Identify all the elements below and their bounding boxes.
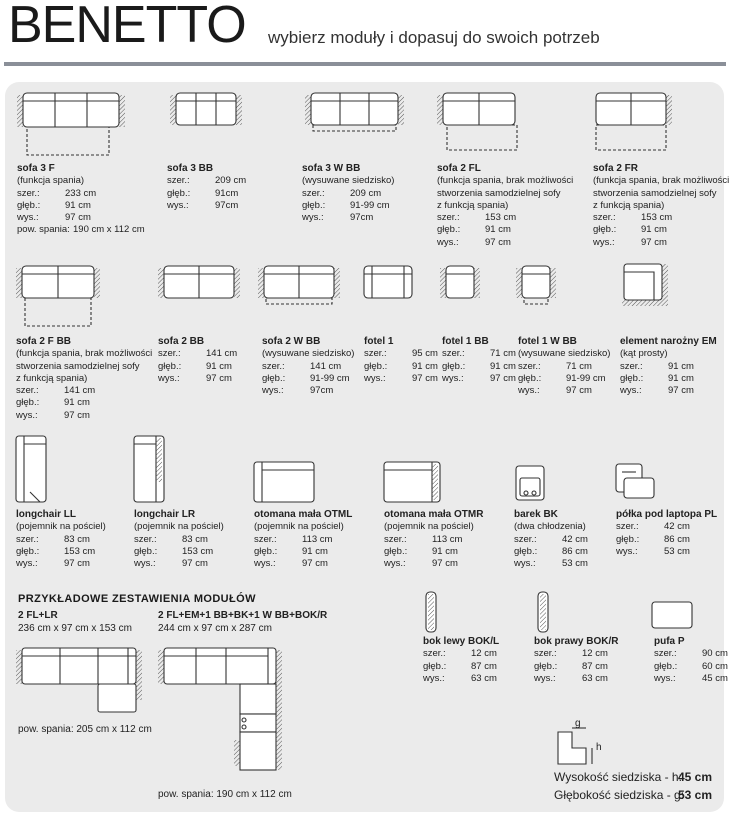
spec-value: 71 cm: [490, 348, 516, 360]
spec-row: [437, 212, 573, 224]
module-name: sofa 2 FR: [593, 163, 639, 174]
spec-value: 42 cm: [664, 521, 690, 533]
module-note: stworzenia samodzielnej sofy: [16, 360, 140, 372]
module-name: pufa P: [654, 636, 685, 647]
module-note: (wysuwane siedzisko): [302, 175, 395, 187]
spec-value: 97 cm: [490, 372, 516, 384]
spec-row: [616, 534, 717, 546]
spec-row: [254, 546, 352, 558]
spec-key: wys.:: [158, 372, 180, 384]
spec-row: [364, 373, 438, 385]
seat-depth-value: 53 cm: [678, 788, 713, 802]
module-note: (funkcja spania, brak możliwości: [16, 348, 153, 360]
spec-key: szer.:: [616, 521, 639, 533]
spec-value: 153 cm: [64, 545, 96, 557]
spec-value: 91 cm: [668, 372, 694, 384]
spec-key: szer.:: [518, 360, 541, 372]
spec-value: 97 cm: [641, 236, 667, 248]
spec-key: wys.:: [534, 672, 556, 684]
spec-row: [593, 237, 729, 249]
module-note: (funkcja spania, brak możliwości: [593, 175, 730, 187]
set1-dims: 236 cm x 97 cm x 153 cm: [18, 623, 132, 634]
spec-value: 60 cm: [702, 660, 728, 672]
spec-key: szer.:: [593, 212, 616, 224]
spec-key: szer.:: [514, 533, 537, 545]
spec-value: 97 cm: [64, 558, 90, 570]
spec-value: 90 cm: [702, 648, 728, 660]
module-note: stworzenia samodzielnej sofy: [593, 187, 717, 199]
module-name: sofa 2 BB: [158, 336, 205, 347]
spec-key: głęb.:: [384, 545, 408, 557]
spec-value: 91 cm: [668, 360, 694, 372]
set2-dims: 244 cm x 97 cm x 287 cm: [158, 623, 272, 634]
module-bokl: [423, 636, 499, 685]
spec-row: [302, 212, 394, 224]
spec-row: [654, 673, 728, 685]
seat-height-value: 45 cm: [678, 770, 713, 784]
module-name: longchair LL: [16, 509, 76, 520]
spec-row: [16, 410, 152, 422]
module-name: sofa 3 W BB: [302, 163, 361, 174]
spec-row: [616, 546, 717, 558]
spec-key: wys.:: [364, 372, 386, 384]
spec-row: [167, 188, 246, 200]
seat-height-label: Wysokość siedziska - h:: [554, 770, 682, 784]
spec-key: szer.:: [423, 648, 446, 660]
spec-row: [423, 661, 499, 673]
module-note: (pojemnik na pościel): [16, 521, 106, 533]
spec-key: głęb.:: [158, 360, 182, 372]
spec-row: [514, 558, 588, 570]
spec-row: [16, 534, 106, 546]
spec-key: głęb.:: [423, 660, 447, 672]
spec-value: 113 cm: [302, 533, 333, 545]
spec-row: [442, 361, 516, 373]
spec-value: 97 cm: [302, 558, 328, 570]
spec-row: [534, 661, 618, 673]
module-note: z funkcją spania): [593, 199, 665, 211]
module-fotel1wbb: [518, 336, 610, 397]
module-name: bok prawy BOK/R: [534, 636, 619, 647]
module-note: (wysuwane siedzisko): [262, 348, 355, 360]
spec-key: głęb.:: [593, 224, 617, 236]
spec-key: wys.:: [616, 545, 638, 557]
spec-row: [262, 373, 354, 385]
spec-key: szer.:: [16, 385, 39, 397]
module-sofa2fl: [437, 163, 573, 249]
spec-row: [514, 534, 588, 546]
spec-value: 83 cm: [64, 533, 90, 545]
spec-row: [384, 546, 483, 558]
spec-row: [17, 200, 145, 212]
module-lr: [134, 509, 224, 570]
spec-key: wys.:: [134, 558, 156, 570]
module-name: otomana mała OTMR: [384, 509, 484, 520]
spec-key: szer.:: [620, 360, 643, 372]
module-name: fotel 1 W BB: [518, 336, 577, 347]
module-pl: [616, 509, 717, 558]
spec-row: [364, 361, 438, 373]
module-sofa3wbb: [302, 163, 394, 224]
spec-key: szer.:: [534, 648, 557, 660]
module-em: [620, 336, 717, 397]
spec-value: 97 cm: [566, 385, 592, 397]
spec-key: głęb.:: [254, 545, 278, 557]
spec-key: wys.:: [167, 199, 189, 211]
module-note: (wysuwane siedzisko): [518, 348, 611, 360]
module-otml: [254, 509, 352, 570]
module-name: półka pod laptopa PL: [616, 509, 718, 520]
spec-value: 87 cm: [471, 660, 497, 672]
module-pufa: [654, 636, 728, 685]
spec-key: szer.:: [437, 212, 460, 224]
spec-row: [16, 385, 152, 397]
module-note: (kąt prosty): [620, 348, 668, 360]
spec-key: szer.:: [302, 187, 325, 199]
spec-key: wys.:: [593, 236, 615, 248]
module-name: barek BK: [514, 509, 558, 520]
spec-key: szer.:: [17, 187, 40, 199]
spec-value: 97 cm: [65, 212, 91, 224]
module-sofa2wbb: [262, 336, 354, 397]
spec-key: głęb.:: [134, 545, 158, 557]
spec-row: [518, 385, 610, 397]
sofa-3-f-drawing: [17, 93, 125, 155]
module-fotel1: [364, 336, 438, 385]
spec-key: szer.:: [384, 533, 407, 545]
spec-row: [437, 224, 573, 236]
spec-value: 83 cm: [182, 533, 208, 545]
spec-row: [384, 534, 483, 546]
spec-row: [16, 397, 152, 409]
module-name: otomana mała OTML: [254, 509, 353, 520]
spec-value: 53 cm: [664, 545, 690, 557]
spec-value: 91 cm: [64, 397, 90, 409]
spec-value: 45 cm: [702, 672, 728, 684]
spec-value: 153 cm: [182, 545, 214, 557]
spec-row: [654, 648, 728, 660]
module-note: (dwa chłodzenia): [514, 521, 586, 533]
spec-key: szer.:: [158, 348, 181, 360]
module-note: (funkcja spania, brak możliwości: [437, 175, 574, 187]
spec-key: szer.:: [16, 533, 39, 545]
spec-row: [593, 212, 729, 224]
spec-value: 91 cm: [432, 545, 458, 557]
spec-row: [364, 348, 438, 360]
spec-row: [620, 385, 717, 397]
spec-row: [167, 175, 246, 187]
spec-row: [134, 546, 224, 558]
spec-key: głęb.:: [302, 199, 326, 211]
module-name: longchair LR: [134, 509, 196, 520]
module-note: z funkcją spania): [16, 372, 88, 384]
spec-row: [302, 200, 394, 212]
module-sofa2bb: [158, 336, 237, 385]
spec-value: 91-99 cm: [566, 372, 606, 384]
spec-key: głęb.:: [17, 199, 41, 211]
module-note: (pojemnik na pościel): [254, 521, 344, 533]
spec-value: 97 cm: [206, 372, 232, 384]
module-note: (pojemnik na pościel): [384, 521, 474, 533]
spec-key: głęb.:: [518, 372, 542, 384]
spec-row: [262, 361, 354, 373]
spec-value: 209 cm: [215, 175, 247, 187]
spec-row: [534, 673, 618, 685]
spec-key: głęb.:: [16, 397, 40, 409]
spec-key: głęb.:: [16, 545, 40, 557]
spec-key: głęb.:: [262, 372, 286, 384]
module-name: sofa 3 F: [17, 163, 55, 174]
spec-value: 233 cm: [65, 187, 97, 199]
spec-value: 91 cm: [490, 360, 516, 372]
spec-key: pow. spania:: [17, 224, 70, 236]
spec-row: [423, 673, 499, 685]
spec-value: 91 cm: [485, 224, 511, 236]
spec-value: 97 cm: [432, 558, 458, 570]
spec-key: głęb.:: [442, 360, 466, 372]
spec-row: [616, 521, 717, 533]
spec-key: wys.:: [423, 672, 445, 684]
module-note: (pojemnik na pościel): [134, 521, 224, 533]
spec-row: [620, 373, 717, 385]
spec-value: 86 cm: [664, 533, 690, 545]
spec-row: [17, 224, 145, 236]
spec-value: 95 cm: [412, 348, 438, 360]
spec-row: [620, 361, 717, 373]
module-note: z funkcją spania): [437, 199, 509, 211]
spec-row: [16, 546, 106, 558]
spec-value: 91 cm: [412, 360, 438, 372]
spec-key: głęb.:: [616, 533, 640, 545]
spec-row: [17, 212, 145, 224]
spec-row: [158, 373, 237, 385]
set2-sleep: pow. spania: 190 cm x 112 cm: [158, 789, 292, 800]
spec-value: 153 cm: [641, 212, 673, 224]
module-name: sofa 2 F BB: [16, 336, 72, 347]
spec-row: [518, 361, 610, 373]
spec-row: [16, 558, 106, 570]
spec-row: [262, 385, 354, 397]
spec-key: szer.:: [442, 348, 465, 360]
spec-value: 87 cm: [582, 660, 608, 672]
spec-value: 53 cm: [562, 558, 588, 570]
spec-row: [437, 237, 573, 249]
module-ll: [16, 509, 106, 570]
spec-row: [423, 648, 499, 660]
spec-row: [254, 534, 352, 546]
module-name: sofa 2 W BB: [262, 336, 321, 347]
module-name: bok lewy BOK/L: [423, 636, 500, 647]
spec-value: 12 cm: [471, 648, 497, 660]
spec-row: [654, 661, 728, 673]
set2-name: 2 FL+EM+1 BB+BK+1 W BB+BOK/R: [158, 610, 328, 621]
spec-value: 71 cm: [566, 360, 592, 372]
spec-key: wys.:: [384, 558, 406, 570]
spec-row: [442, 348, 516, 360]
spec-key: wys.:: [654, 672, 676, 684]
spec-value: 97 cm: [668, 385, 694, 397]
examples-title: PRZYKŁADOWE ZESTAWIENIA MODUŁÓW: [18, 593, 256, 605]
spec-value: 97cm: [310, 385, 334, 397]
spec-key: szer.:: [167, 175, 190, 187]
spec-row: [134, 558, 224, 570]
spec-row: [17, 188, 145, 200]
spec-value: 42 cm: [562, 533, 588, 545]
set1-sleep: pow. spania: 205 cm x 112 cm: [18, 724, 152, 735]
spec-key: szer.:: [134, 533, 157, 545]
spec-value: 91cm: [215, 187, 239, 199]
spec-value: 141 cm: [310, 360, 342, 372]
spec-row: [593, 224, 729, 236]
spec-row: [384, 558, 483, 570]
spec-value: 97 cm: [485, 236, 511, 248]
module-sofa3bb: [167, 163, 246, 212]
module-sofa2fr: [593, 163, 729, 249]
module-otmr: [384, 509, 483, 570]
spec-key: wys.:: [16, 409, 38, 421]
spec-value: 97 cm: [412, 372, 438, 384]
spec-value: 91-99 cm: [350, 199, 390, 211]
spec-row: [442, 373, 516, 385]
spec-key: szer.:: [654, 648, 677, 660]
module-note: (funkcja spania): [17, 175, 85, 187]
spec-row: [167, 200, 246, 212]
module-name: fotel 1 BB: [442, 336, 489, 347]
spec-key: głęb.:: [654, 660, 678, 672]
spec-value: 91-99 cm: [310, 372, 350, 384]
spec-key: głęb.:: [514, 545, 538, 557]
set1-name: 2 FL+LR: [18, 610, 58, 621]
seat-depth-label: Głębokość siedziska - g:: [554, 788, 685, 802]
spec-value: 91 cm: [206, 360, 232, 372]
spec-key: głęb.:: [437, 224, 461, 236]
spec-key: wys.:: [514, 558, 536, 570]
seat-h-label: h: [596, 742, 602, 753]
spec-key: wys.:: [254, 558, 276, 570]
spec-row: [534, 648, 618, 660]
spec-row: [518, 373, 610, 385]
spec-key: wys.:: [620, 385, 642, 397]
spec-key: szer.:: [262, 360, 285, 372]
spec-key: głęb.:: [534, 660, 558, 672]
spec-row: [134, 534, 224, 546]
module-name: sofa 3 BB: [167, 163, 214, 174]
seat-diagram: [558, 728, 592, 764]
module-name: element narożny EM: [620, 336, 717, 347]
module-bk: [514, 509, 588, 570]
module-bokr: [534, 636, 618, 685]
spec-key: wys.:: [262, 385, 284, 397]
spec-value: 113 cm: [432, 533, 463, 545]
spec-row: [254, 558, 352, 570]
spec-key: wys.:: [302, 212, 324, 224]
spec-key: głęb.:: [167, 187, 191, 199]
spec-value: 97 cm: [182, 558, 208, 570]
spec-value: 153 cm: [485, 212, 517, 224]
spec-key: wys.:: [17, 212, 39, 224]
spec-value: 97cm: [215, 199, 239, 211]
tagline: wybierz moduły i dopasuj do swoich potrzeb: [268, 28, 600, 47]
spec-key: wys.:: [437, 236, 459, 248]
spec-row: [158, 348, 237, 360]
spec-value: 141 cm: [206, 348, 238, 360]
spec-key: szer.:: [364, 348, 387, 360]
spec-key: głęb.:: [364, 360, 388, 372]
module-sofa2fbb: [16, 336, 152, 422]
spec-value: 91 cm: [65, 199, 91, 211]
spec-value: 63 cm: [471, 672, 497, 684]
module-name: fotel 1: [364, 336, 394, 347]
module-fotel1bb: [442, 336, 516, 385]
spec-value: 209 cm: [350, 187, 382, 199]
spec-value: 97cm: [350, 212, 374, 224]
spec-row: [158, 361, 237, 373]
spec-key: głęb.:: [620, 372, 644, 384]
module-sofa3f: [17, 163, 145, 237]
spec-value: 91 cm: [641, 224, 667, 236]
spec-key: szer.:: [254, 533, 277, 545]
spec-row: [514, 546, 588, 558]
spec-value: 86 cm: [562, 545, 588, 557]
spec-value: 91 cm: [302, 545, 328, 557]
spec-value: 97 cm: [64, 409, 90, 421]
spec-value: 190 cm x 112 cm: [73, 224, 145, 236]
seat-g-label: g: [575, 718, 581, 729]
spec-value: 141 cm: [64, 385, 96, 397]
module-note: stworzenia samodzielnej sofy: [437, 187, 561, 199]
spec-key: wys.:: [442, 372, 464, 384]
spec-row: [302, 188, 394, 200]
spec-value: 12 cm: [582, 648, 608, 660]
module-name: sofa 2 FL: [437, 163, 481, 174]
spec-key: wys.:: [16, 558, 38, 570]
spec-key: wys.:: [518, 385, 540, 397]
spec-value: 63 cm: [582, 672, 608, 684]
brand-title: BENETTO: [8, 0, 246, 54]
